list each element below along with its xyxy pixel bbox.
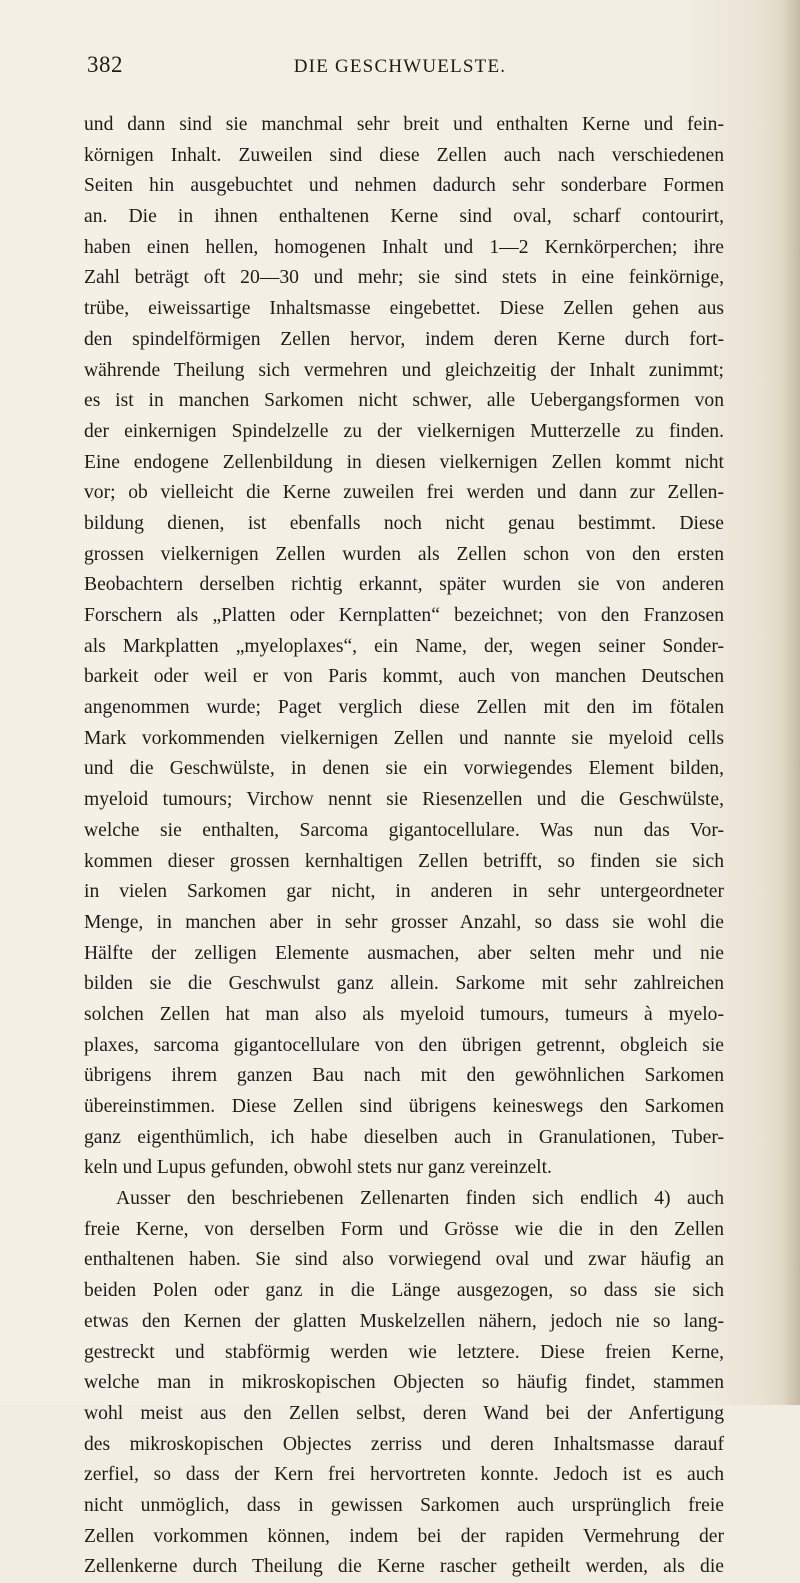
text-line: Seiten hin ausgebuchtet und nehmen dadurch sehr sonderbare Formen — [84, 175, 724, 197]
text-line: den spindelförmigen Zellen hervor, indem deren Kerne durch fort- — [84, 328, 724, 350]
text-line: übrigens ihrem ganzen Bau nach mit den gewöhnlichen Sarkomen — [84, 1065, 724, 1087]
text-line: der einkernigen Spindelzelle zu der vielkernigen Mutterzelle zu finden. — [84, 420, 724, 442]
text-line: trübe, eiweissartige Inhaltsmasse eingebettet. Diese Zellen gehen aus — [84, 298, 724, 320]
text-line: an. Die in ihnen enthaltenen Kerne sind oval, scharf contourirt, — [84, 206, 724, 228]
text-line: Beobachtern derselben richtig erkannt, später wurden sie von anderen — [84, 574, 724, 596]
page-number: 382 — [87, 52, 123, 77]
text-line: ganz eigenthümlich, ich habe dieselben auch in Granulationen, Tuber- — [84, 1126, 724, 1148]
text-line: bildung dienen, ist ebenfalls noch nicht genau bestimmt. Diese — [84, 512, 724, 534]
text-line: währende Theilung sich vermehren und gleichzeitig der Inhalt zunimmt; — [84, 359, 724, 381]
text-line: bilden sie die Geschwulst ganz allein. Sarkome mit sehr zahlreichen — [84, 973, 724, 995]
text-line: nicht unmöglich, dass in gewissen Sarkomen auch ursprünglich freie — [84, 1494, 724, 1516]
text-line: grossen vielkernigen Zellen wurden als Zellen schon von den ersten — [84, 543, 724, 565]
text-line: plaxes, sarcoma gigantocellulare von den übrigen getrennt, obgleich sie — [84, 1034, 724, 1056]
text-line: zerfiel, so dass der Kern frei hervortreten konnte. Jedoch ist es auch — [84, 1464, 724, 1486]
text-line: Hälfte der zelligen Elemente ausmachen, aber selten mehr und nie — [84, 942, 724, 964]
text-line: solchen Zellen hat man also als myeloid tumours, tumeurs à myelo- — [84, 1003, 724, 1025]
text-line: und die Geschwülste, in denen sie ein vorwiegendes Element bilden, — [84, 758, 724, 780]
text-line: enthaltenen haben. Sie sind also vorwiegend oval und zwar häufig an — [84, 1249, 724, 1271]
text-line: wohl meist aus den Zellen selbst, deren Wand bei der Anfertigung — [84, 1402, 724, 1424]
text-line: haben einen hellen, homogenen Inhalt und 1—2 Kernkörperchen; ihre — [84, 236, 724, 258]
text-line: angenommen wurde; Paget verglich diese Zellen mit den im fötalen — [84, 697, 724, 719]
text-line: Zahl beträgt oft 20—30 und mehr; sie sind stets in eine feinkörnige, — [84, 267, 724, 289]
text-line: keln und Lupus gefunden, obwohl stets nur ganz vereinzelt. — [84, 1157, 552, 1179]
text-line: welche sie enthalten, Sarcoma gigantocellulare. Was nun das Vor- — [84, 819, 724, 841]
text-line: körnigen Inhalt. Zuweilen sind diese Zellen auch nach verschiedenen — [84, 144, 724, 166]
body-text — [84, 110, 724, 1583]
text-line: freie Kerne, von derselben Form und Grösse wie die in den Zellen — [84, 1218, 724, 1240]
text-line: Mark vorkommenden vielkernigen Zellen und nannte sie myeloid cells — [84, 727, 724, 749]
text-line: etwas den Kernen der glatten Muskelzellen nähern, jedoch nie so lang- — [84, 1310, 724, 1332]
text-line: in vielen Sarkomen gar nicht, in anderen in sehr untergeordneter — [84, 881, 724, 903]
text-line: Ausser den beschriebenen Zellenarten finden sich endlich 4) auch — [116, 1188, 724, 1210]
text-line: des mikroskopischen Objectes zerriss und deren Inhaltsmasse darauf — [84, 1433, 724, 1455]
text-line: Zellen vorkommen können, indem bei der rapiden Vermehrung der — [84, 1525, 724, 1547]
text-line: barkeit oder weil er von Paris kommt, auch von manchen Deutschen — [84, 666, 724, 688]
text-line: als Markplatten „myeloplaxes“, ein Name, der, wegen seiner Sonder- — [84, 635, 724, 657]
text-line: und dann sind sie manchmal sehr breit und enthalten Kerne und fein- — [84, 114, 724, 135]
text-line: Zellenkerne durch Theilung die Kerne rascher getheilt werden, als die — [84, 1556, 724, 1578]
text-line: myeloid tumours; Virchow nennt sie Riesenzellen und die Geschwülste, — [84, 789, 724, 811]
running-title: DIE GESCHWUELSTE. — [293, 56, 507, 77]
text-line: es ist in manchen Sarkomen nicht schwer, alle Uebergangsformen von — [84, 390, 724, 412]
text-line: welche man in mikroskopischen Objecten so häufig findet, stammen — [84, 1372, 724, 1394]
text-line: übereinstimmen. Diese Zellen sind übrigens keineswegs den Sarkomen — [84, 1096, 724, 1117]
text-line: Menge, in manchen aber in sehr grosser Anzahl, so dass sie wohl die — [84, 911, 724, 933]
page-header — [0, 52, 800, 82]
text-line: Eine endogene Zellenbildung in diesen vielkernigen Zellen kommt nicht — [84, 451, 724, 473]
text-line: gestreckt und stabförmig werden wie letztere. Diese freien Kerne, — [84, 1341, 724, 1363]
text-line: beiden Polen oder ganz in die Länge ausgezogen, so dass sie sich — [84, 1280, 724, 1302]
text-line: kommen dieser grossen kernhaltigen Zellen betrifft, so finden sie sich — [84, 850, 724, 872]
text-line: vor; ob vielleicht die Kerne zuweilen frei werden und dann zur Zellen- — [84, 482, 724, 504]
text-line: Forschern als „Platten oder Kernplatten“ bezeichnet; von den Franzosen — [84, 605, 724, 626]
page-edge-shadow — [782, 0, 800, 1405]
